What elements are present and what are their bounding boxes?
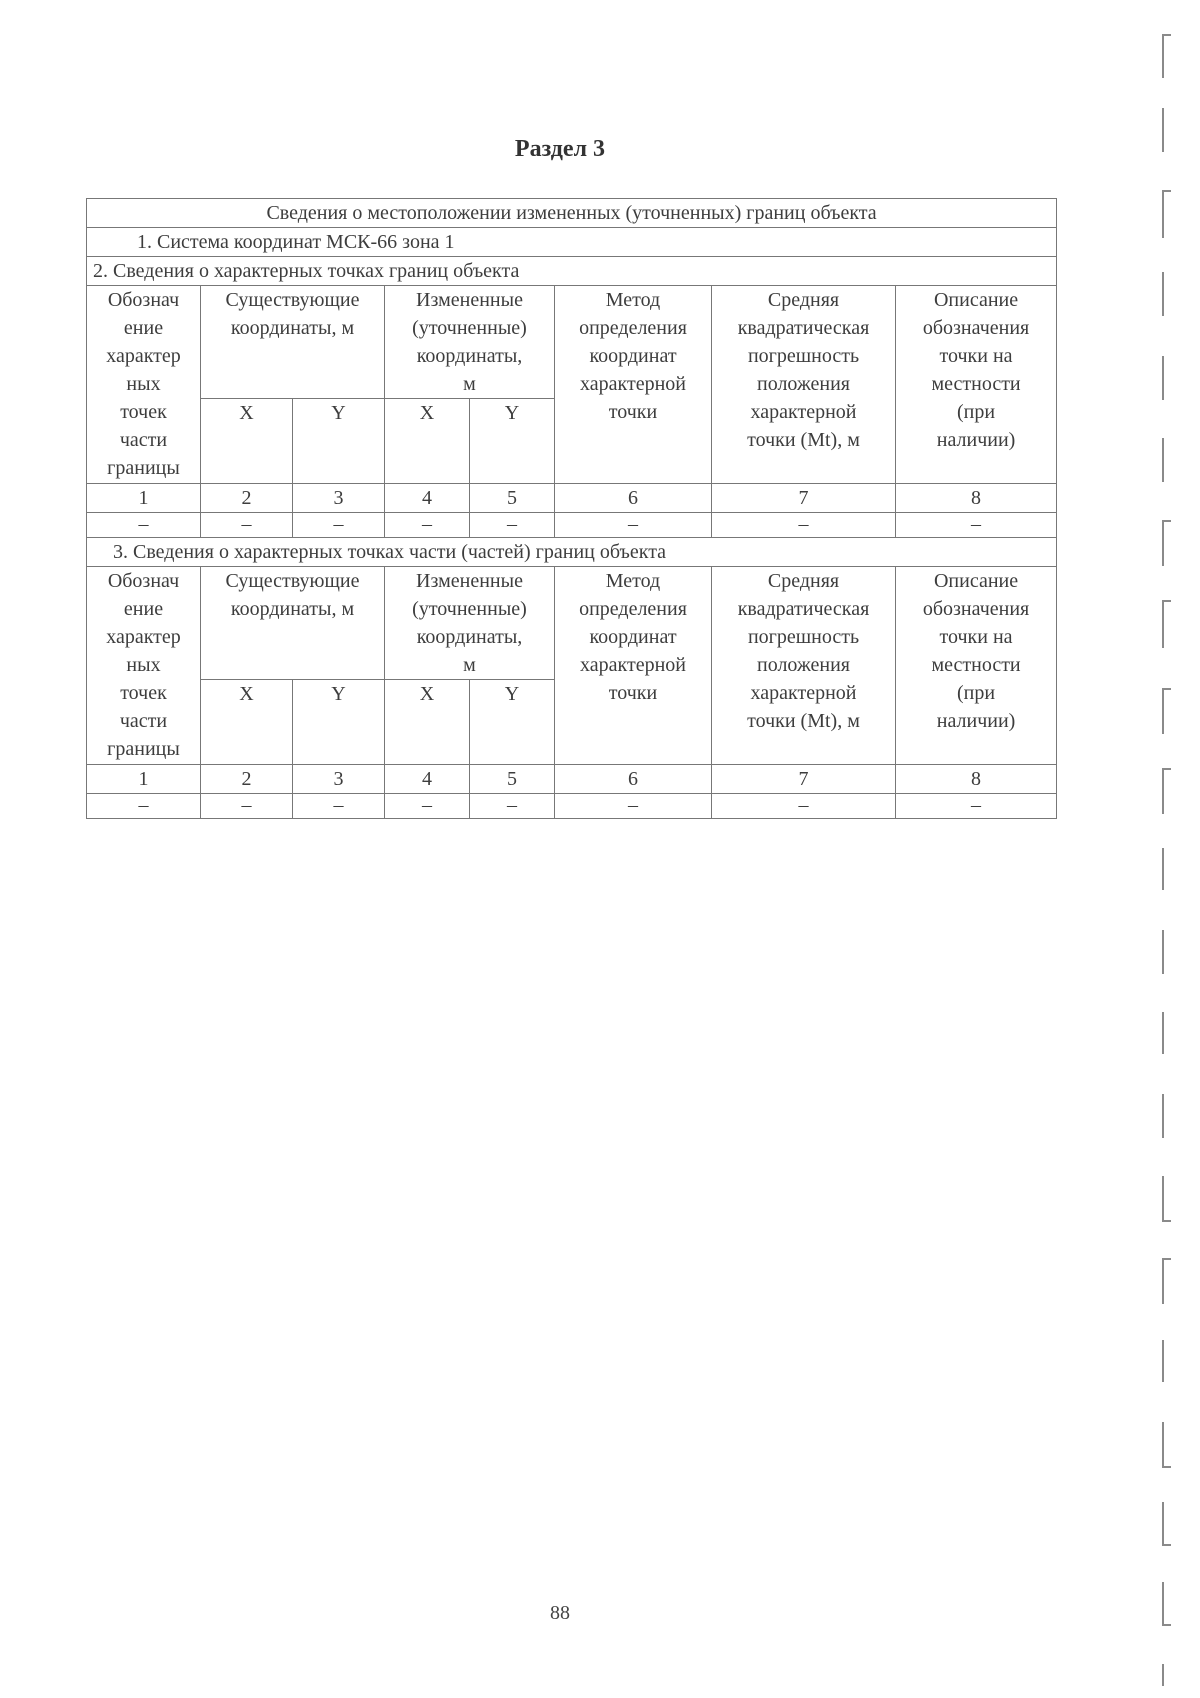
header-y-changed: Y: [470, 680, 555, 765]
binding-mark: [1162, 688, 1171, 734]
dash-cell: –: [293, 513, 385, 538]
binding-mark: [1162, 1502, 1171, 1546]
dash-cell: –: [555, 513, 712, 538]
binding-mark: [1162, 1340, 1171, 1382]
coord-system-row: [87, 228, 1057, 257]
binding-mark: [1162, 768, 1171, 814]
dash-cell: –: [87, 794, 201, 819]
dash-cell: –: [555, 794, 712, 819]
binding-mark: [1162, 1094, 1171, 1138]
header-x-existing: X: [201, 680, 293, 765]
column-number: 5: [470, 765, 555, 794]
header-mean-error: Средняя квадратическая погрешность положения характерной точки (Mt), м: [712, 286, 896, 484]
column-number: 5: [470, 484, 555, 513]
dash-cell: –: [712, 513, 896, 538]
header-changed-coords: Измененные (уточненные) координаты, м: [385, 286, 555, 399]
column-number: 1: [87, 484, 201, 513]
column-number: 4: [385, 484, 470, 513]
dash-cell: –: [385, 513, 470, 538]
section3-data-row: [87, 794, 1057, 819]
column-number: 4: [385, 765, 470, 794]
header-existing-coords: Существующие координаты, м: [201, 286, 385, 399]
dash-cell: –: [385, 794, 470, 819]
dash-cell: –: [201, 794, 293, 819]
header-y-changed: Y: [470, 399, 555, 484]
header-description: Описание обозначения точки на местности (при наличии): [896, 286, 1057, 484]
dash-cell: –: [896, 513, 1057, 538]
header-y-existing: Y: [293, 399, 385, 484]
binding-mark: [1162, 1664, 1171, 1686]
table-title-row: [87, 199, 1057, 228]
column-number: 3: [293, 484, 385, 513]
section-title: Раздел 3: [514, 136, 606, 162]
header-x-changed: X: [385, 399, 470, 484]
header-point-designation: Обознач ение характер ных точек части границы: [87, 567, 201, 765]
header-description: Описание обозначения точки на местности (при наличии): [896, 567, 1057, 765]
section3-title: 3. Сведения о характерных точках части (частей) границ объекта: [87, 538, 1057, 567]
binding-mark: [1162, 190, 1171, 238]
section2-column-numbers-row: [87, 484, 1057, 513]
binding-mark: [1162, 34, 1171, 78]
column-number: 2: [201, 484, 293, 513]
section3-column-numbers-row: [87, 765, 1057, 794]
section2-data-row: [87, 513, 1057, 538]
header-x-changed: X: [385, 680, 470, 765]
coord-system: 1. Система координат МСК-66 зона 1: [87, 228, 1057, 257]
table-title: Сведения о местоположении измененных (уточненных) границ объекта: [87, 199, 1057, 228]
section3-title-row: [87, 538, 1057, 567]
column-number: 3: [293, 765, 385, 794]
boundary-info-table: [86, 198, 1057, 819]
section2-title-row: [87, 257, 1057, 286]
header-y-existing: Y: [293, 680, 385, 765]
column-number: 8: [896, 484, 1057, 513]
header-point-designation: Обознач ение характер ных точек части границы: [87, 286, 201, 484]
binding-mark: [1162, 930, 1171, 974]
column-number: 6: [555, 765, 712, 794]
header-method: Метод определения координат характерной точки: [555, 286, 712, 484]
section3-header-row: [87, 567, 1057, 680]
binding-mark: [1162, 272, 1171, 316]
dash-cell: –: [470, 513, 555, 538]
section2-header-row: [87, 286, 1057, 399]
binding-mark: [1162, 520, 1171, 566]
column-number: 7: [712, 484, 896, 513]
header-method: Метод определения координат характерной точки: [555, 567, 712, 765]
binding-mark: [1162, 1012, 1171, 1054]
dash-cell: –: [293, 794, 385, 819]
dash-cell: –: [201, 513, 293, 538]
binding-mark: [1162, 356, 1171, 400]
binding-mark: [1162, 1176, 1171, 1222]
header-changed-coords: Измененные (уточненные) координаты, м: [385, 567, 555, 680]
binding-mark: [1162, 1582, 1171, 1626]
page-number: 88: [550, 1602, 570, 1624]
dash-cell: –: [470, 794, 555, 819]
binding-mark: [1162, 1258, 1171, 1304]
binding-mark: [1162, 848, 1171, 890]
binding-mark: [1162, 108, 1171, 152]
binding-mark: [1162, 1422, 1171, 1468]
column-number: 7: [712, 765, 896, 794]
column-number: 6: [555, 484, 712, 513]
column-number: 1: [87, 765, 201, 794]
binding-mark: [1162, 438, 1171, 482]
dash-cell: –: [712, 794, 896, 819]
header-existing-coords: Существующие координаты, м: [201, 567, 385, 680]
column-number: 8: [896, 765, 1057, 794]
header-mean-error: Средняя квадратическая погрешность положения характерной точки (Mt), м: [712, 567, 896, 765]
section2-title: 2. Сведения о характерных точках границ объекта: [87, 257, 1057, 286]
dash-cell: –: [87, 513, 201, 538]
dash-cell: –: [896, 794, 1057, 819]
column-number: 2: [201, 765, 293, 794]
binding-mark: [1162, 600, 1171, 648]
header-x-existing: X: [201, 399, 293, 484]
